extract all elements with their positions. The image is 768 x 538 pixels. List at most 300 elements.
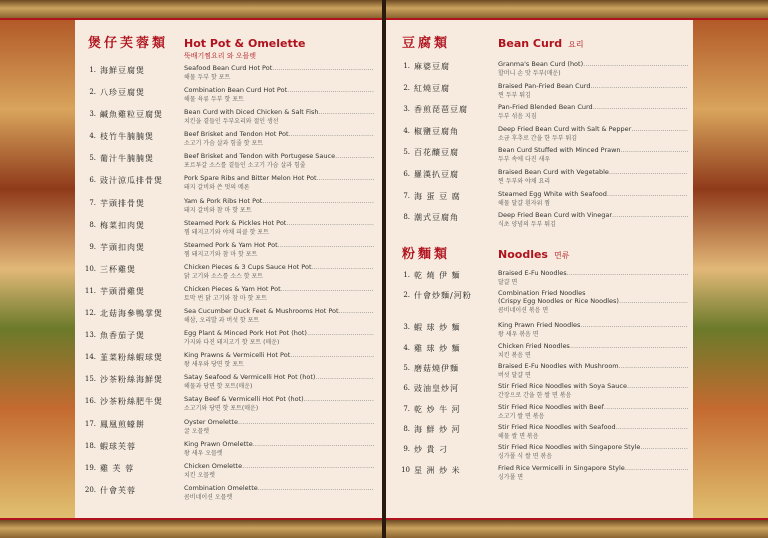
item-name-zh: 蝦 球 炒 麵 [414,323,461,333]
item-name-en: Steamed Pork & Yam Hot Pot [184,240,278,249]
item-number: 5. [89,154,96,163]
item-text [184,418,374,435]
item-name-zh: 炒 貴 刁 [414,445,449,455]
item-text [184,373,374,390]
item-name-en-line [498,211,688,219]
item-name-en: Chicken Fried Noodles [498,341,570,350]
item-name-en: Pork Spare Ribs and Bitter Melon Hot Pot [184,174,317,183]
item-number: 11. [84,286,96,295]
leader-dots [590,82,688,90]
item-name-zh: 雞 芙 蓉 [100,463,135,473]
item-name-en-line [498,168,688,176]
item-text [184,462,374,479]
item-name-en: Stir Fried Rice Noodles with Singapore Style [498,443,641,452]
item-name-ko: 소고기와 당면 핫 포트(매운) [184,405,259,413]
food-photo-strip [0,20,75,518]
menu-item [80,329,374,351]
item-number: 8. [89,220,96,229]
item-text [498,168,688,185]
item-name-ko: 소고기 가슴 살과 힘줄 핫 포트 [184,140,264,148]
item-number: 12. [84,309,96,318]
item-name-en: Bean Curd with Diced Chicken & Salt Fish [184,108,319,117]
item-name-ko: 해물 육류 두부 핫 포트 [184,96,244,104]
left-page [0,0,382,538]
leader-dots [287,86,374,94]
item-name-ko: 해물 쌀 면 볶음 [498,433,539,441]
item-name-en-line [184,329,374,337]
item-name-zh: 乾 燒 伊 麵 [414,270,461,280]
item-number: 4. [403,343,410,352]
menu-item [80,241,374,263]
item-name-zh: 芋頭扣肉煲 [100,242,145,252]
top-gold-bar [386,0,768,18]
item-number: 2. [403,83,410,92]
item-name-en: Chicken Omelette [184,461,243,470]
noodles-list [394,269,688,485]
menu-item [80,152,374,174]
right-page [386,0,768,538]
leader-dots [570,342,688,350]
bottom-gold-bar [0,520,382,538]
item-number: 20. [84,485,96,494]
item-text [184,329,374,346]
item-name-zh: 葡汁牛腩腩煲 [100,154,154,164]
item-name-en: Satay Seafood & Vermicelli Hot Pot (hot) [184,373,316,382]
item-text [498,342,688,359]
leader-dots [607,190,688,198]
section-title-ko: 뚝배기찜요리 와 오믈렛 [184,52,257,60]
item-text [498,382,688,399]
item-number: 14. [84,353,96,362]
item-name-zh: 磨菇燒伊麵 [414,363,459,373]
item-name-ko: 두부 섞음 지짐 [498,113,537,121]
item-name-ko: 소고기 쌀 면 볶음 [498,412,545,420]
leader-dots [290,351,374,359]
item-text [498,125,688,142]
item-name-zh: 羅漢扒豆腐 [414,169,459,179]
item-text [498,82,688,99]
menu-item [80,219,374,241]
item-name-en-line [498,342,688,350]
item-name-en: Satay Beef & Vermicelli Hot Pot (hot) [184,395,304,404]
item-name-ko: 돼지 갈비와 참 마 핫 포트 [184,206,252,214]
item-text [498,403,688,420]
section-header-bean-curd [394,32,688,54]
item-name-en-line [184,462,374,470]
food-photo-strip [693,20,768,518]
item-name-ko: 해물 달걀 흰자위 찜 [498,199,551,207]
item-name-ko: 해물과 당면 핫 포트(매운) [184,383,253,391]
item-number: 3. [89,110,96,119]
item-text [184,241,374,258]
item-text [498,443,688,460]
item-name-en: Chicken Pieces & Yam Hot Pot [184,284,281,293]
menu-item [80,86,374,108]
item-name-zh: 芋頭滑雞煲 [100,286,145,296]
item-name-en: Fried Rice Vermicelli in Singapore Style [498,463,625,472]
menu-item [394,190,688,212]
item-number: 10 [401,465,410,474]
menu-item [394,269,688,289]
item-name-ko: 찐 두부와 야채 요리 [498,177,551,185]
menu-item [394,82,688,104]
item-number: 1. [89,66,96,74]
item-name-en: Braised Pan-Fried Bean Curd [498,81,591,90]
item-name-ko: 토막 번 닭 고기와 참 마 핫 포트 [184,294,267,302]
item-name-ko: 치킨 볶음 면 [498,351,531,359]
leader-dots [567,269,688,277]
item-name-ko: 찜 돼지고기와 야채 피클 핫 포트 [184,228,269,236]
item-text [184,86,374,103]
item-name-en-line [498,423,688,431]
item-name-ko: 두부 속에 다진 새우 [498,156,551,164]
item-number: 10. [84,264,96,273]
leader-dots [281,285,374,293]
item-name-ko: 왕 새우 볶음 면 [498,331,539,339]
menu-item [80,351,374,373]
item-name-zh: 韮菜粉絲蝦球煲 [100,353,163,363]
item-name-en: Braised E-Fu Noodles [498,268,567,277]
item-name-zh: 豉汁涼瓜排骨煲 [100,176,163,186]
item-name-en: Braised E-Fu Noodles with Mushroom [498,361,619,370]
menu-item [80,395,374,417]
item-name-en: Combination Fried Noodles [498,289,586,298]
item-name-en: King Prawn Fried Noodles [498,321,581,330]
section-title-en: Hot Pot & Omelette [184,37,306,50]
item-name-en-line [498,362,688,370]
leader-dots [604,403,688,411]
menu-item [80,285,374,307]
item-name-ko: 콤비네이션 오믈렛 [184,493,233,501]
item-name-en-line [498,297,688,305]
section-title-ko: 요리 [568,40,584,49]
item-text [184,197,374,214]
item-text [184,64,374,81]
menu-item [394,146,688,168]
item-number: 7. [89,198,96,207]
item-name-en: Stir Fried Rice Noodles with Soya Sauce [498,382,627,391]
menu-item [80,64,374,86]
item-text [184,395,374,412]
item-text [184,484,374,501]
menu-item [394,168,688,190]
leader-dots [583,60,688,68]
item-name-en: Stir Fried Rice Noodles with Seafood [498,423,616,432]
leader-dots [272,64,374,72]
item-text [498,211,688,228]
menu-item [394,321,688,341]
item-name-ko: 굴 오믈렛 [184,427,210,435]
leader-dots [627,382,688,390]
item-number: 1. [403,62,410,70]
section-title-zh: 豆腐類 [402,36,451,51]
item-name-ko: 달걀 면 [498,278,518,286]
section-title-zh: 煲仔芙蓉類 [88,36,169,51]
item-number: 2. [89,88,96,97]
item-name-zh: 梅菜扣肉煲 [100,220,145,230]
item-name-en-line [498,403,688,411]
item-name-en-line [184,64,374,72]
item-name-zh: 沙茶粉絲肥牛煲 [100,397,163,407]
item-name-ko: 돼지 갈비와 쓴 멋의 메론 [184,184,250,192]
item-name-en: Beef Brisket and Tendon Hot Pot [184,130,289,139]
item-text [184,219,374,236]
menu-item [394,443,688,463]
item-name-ko: 해물 두부 핫 포트 [184,74,231,81]
item-name-zh: 海 鮮 炒 河 [414,425,461,435]
menu-item [80,440,374,462]
item-name-zh: 星 洲 炒 米 [414,465,461,475]
item-name-en: Bean Curd Stuffed with Minced Prawn [498,146,621,155]
item-number: 8. [403,213,410,222]
leader-dots [289,130,374,138]
hotpot-list [80,64,374,506]
leader-dots [286,219,374,227]
item-name-en-line [184,484,374,492]
menu-item [80,307,374,329]
noodles-section [394,243,688,485]
item-text [184,108,374,125]
item-name-ko: 식초 양념의 두부 튀김 [498,221,556,229]
item-name-zh: 北菇海參鴨掌煲 [100,309,163,319]
item-name-ko: 버섯 달걀 면 [498,371,531,379]
item-text [498,289,688,314]
item-name-en: Pan-Fried Blended Bean Curd [498,103,593,112]
section-title-en: Bean Curd [498,37,563,50]
item-name-zh: 蝦球芙蓉 [100,441,136,451]
item-text [498,190,688,207]
item-number: 8. [403,425,410,434]
leader-dots [317,174,374,182]
item-name-en-line [184,285,374,293]
item-name-en-line [184,263,374,271]
item-name-en-line [498,125,688,133]
leader-dots [640,443,688,451]
item-name-en-line [184,440,374,448]
item-name-en-line [498,190,688,198]
item-name-ko: 치킨을 곁들인 두부요리와 절인 생선 [184,118,279,126]
menu-item [80,174,374,196]
leader-dots [593,103,688,111]
leader-dots [242,462,374,470]
item-name-en-line [498,82,688,90]
item-text [498,146,688,163]
leader-dots [318,108,374,116]
leader-dots [304,395,374,403]
item-name-en: Yam & Pork Ribs Hot Pot [184,196,263,205]
item-name-en: Oyster Omelette [184,417,238,426]
item-number: 7. [403,191,410,200]
menu-item [394,403,688,423]
item-name-en: Deep Fried Bean Curd with Salt & Pepper [498,124,632,133]
item-number: 4. [403,126,410,135]
item-name-zh: 沙茶粉絲海鮮煲 [100,375,163,385]
item-name-zh: 鳳凰煎蠔餅 [100,419,145,429]
item-text [498,103,688,120]
item-name-zh: 紅燒豆腐 [414,83,450,93]
leader-dots [262,197,374,205]
item-name-zh: 香煎琵琶豆腐 [414,105,468,115]
item-number: 6. [89,176,96,185]
item-name-en: Combination Omelette [184,483,258,492]
item-name-en-line [184,395,374,403]
item-number: 6. [403,384,410,393]
item-name-en: Steamed Egg White with Seafood [498,189,607,198]
item-text [184,174,374,191]
item-name-en-line [498,382,688,390]
item-name-en: Stir Fried Rice Noodles with Beef [498,402,604,411]
item-text [498,269,688,286]
item-number: 5. [403,363,410,372]
leader-dots [580,321,688,329]
leader-dots [315,373,374,381]
item-number: 13. [84,331,96,340]
item-name-en: Sea Cucumber Duck Feet & Mushrooms Hot Pot [184,307,339,316]
item-number: 6. [403,169,410,178]
bean-curd-list [394,60,688,233]
item-name-en: Steamed Pork & Pickles Hot Pot [184,218,287,227]
menu-item [80,418,374,440]
item-name-en-line [184,86,374,94]
item-name-ko: 왕 새우 오믈렛 [184,449,223,457]
item-name-en-line [184,108,374,116]
menu-item [394,289,688,321]
section-title-zh: 粉麵類 [402,246,451,262]
item-name-ko: 싱가폴 식 쌀 면 볶음 [498,453,552,461]
item-name-zh: 什會芙蓉 [100,485,136,495]
item-name-en-line [184,351,374,359]
item-name-en-line [184,418,374,426]
section-title-en: Noodles [498,247,548,261]
item-name-ko: 해삼, 오리발 과 버섯 핫 포트 [184,317,260,325]
item-number: 2. [403,291,410,300]
item-text [184,351,374,368]
item-name-zh: 八珍豆腐煲 [100,88,145,98]
item-name-zh: 魚香茄子煲 [100,331,145,341]
item-name-en-line [184,373,374,381]
item-name-ko: 콤비네이션 볶음 면 [498,307,549,315]
item-name-en: Granma's Bean Curd (hot) [498,60,584,68]
item-text [184,263,374,280]
item-name-en-line [498,289,688,297]
item-number: 4. [89,132,96,141]
leader-dots [312,263,375,271]
section-title-ko: 면류 [553,250,570,260]
bottom-gold-bar [386,520,768,538]
item-name-en-line [498,269,688,277]
item-name-zh: 三杯雞煲 [100,264,136,274]
menu-item [394,464,688,484]
leader-dots [612,211,688,219]
item-number: 3. [403,323,410,332]
item-name-en-line [184,130,374,138]
leader-dots [616,423,688,431]
menu-item [80,263,374,285]
leader-dots [339,307,374,315]
item-name-ko: 싱가폴 면 [498,473,524,481]
left-content [80,22,374,516]
item-name-en: Chicken Pieces & 3 Cups Sauce Hot Pot [184,262,312,271]
item-name-en-line [498,146,688,154]
item-number: 19. [84,463,96,472]
menu-item [80,462,374,484]
item-name-en: Seafood Bean Curd Hot Pot [184,64,273,72]
item-name-ko: 왕 새우와 당면 핫 포트 [184,361,244,369]
menu-item [80,373,374,395]
item-text [498,464,688,481]
menu-item [80,197,374,219]
item-name-zh: 枝竹牛腩腩煲 [100,132,154,142]
item-name-ko: 찐 두부 튀김 [498,91,531,99]
item-number: 9. [403,445,410,454]
item-number: 17. [84,419,96,428]
item-text [498,60,688,77]
item-text [498,423,688,440]
item-name-en: Beef Brisket and Tendon with Portugese Sauce [184,152,336,161]
item-name-zh: 豉油皇炒河 [414,384,459,394]
top-gold-bar [0,0,382,18]
item-text [498,321,688,338]
item-name-en-line [184,241,374,249]
leader-dots [631,125,688,133]
item-text [184,440,374,457]
item-name-zh: 潮式豆腐角 [414,213,459,223]
item-name-en-line [498,464,688,472]
leader-dots [335,152,374,160]
item-name-en: Deep Fried Bean Curd with Vinegar [498,211,613,220]
item-number: 3. [403,105,410,114]
item-number: 18. [84,441,96,450]
item-name-zh: 麻婆豆腐 [414,62,450,71]
item-name-en-line [498,103,688,111]
item-name-en: Combination Bean Curd Hot Pot [184,86,288,95]
item-name-ko: 가지와 다진 돼지고기 핫 포트 (매운) [184,339,280,347]
menu-item [394,382,688,402]
item-name-en-line [498,443,688,451]
item-name-zh: 椒鹽豆腐角 [414,126,459,136]
menu-item [394,211,688,233]
item-text [184,130,374,147]
item-name-en-extra: (Crispy Egg Noodles or Rice Noodles) [498,297,619,306]
leader-dots [619,297,688,305]
item-name-en-line [184,219,374,227]
leader-dots [307,329,374,337]
item-number: 1. [403,270,410,279]
item-name-ko: 포르투갈 소스를 곁들인 소고기 가슴 살과 힘줄 [184,162,306,170]
item-number: 5. [403,148,410,157]
item-name-en: Braised Bean Curd with Vegetable [498,167,609,176]
item-name-en-line [184,152,374,160]
right-content [394,22,688,516]
item-name-ko: 할머니 손 맛 두부(매운) [498,70,561,77]
leader-dots [609,168,688,176]
bean-curd-section [394,32,688,233]
item-name-ko: 소금 후추로 간을 한 두부 튀김 [498,134,578,142]
menu-item [394,60,688,82]
item-text [498,362,688,379]
item-name-zh: 百花釀豆腐 [414,148,459,158]
item-name-zh: 什會炒麵/河粉 [414,291,472,301]
menu-item [80,484,374,506]
item-name-en: King Prawns & Vermicelli Hot Pot [184,351,291,360]
item-name-en: Egg Plant & Minced Pork Hot Pot (hot) [184,329,307,338]
item-name-zh: 海鮮豆腐煲 [100,66,145,75]
item-name-ko: 치킨 오믈렛 [184,471,215,479]
leader-dots [253,440,374,448]
item-name-en-line [498,321,688,329]
item-name-zh: 海 蛋 豆 腐 [414,191,461,201]
item-number: 7. [403,404,410,413]
